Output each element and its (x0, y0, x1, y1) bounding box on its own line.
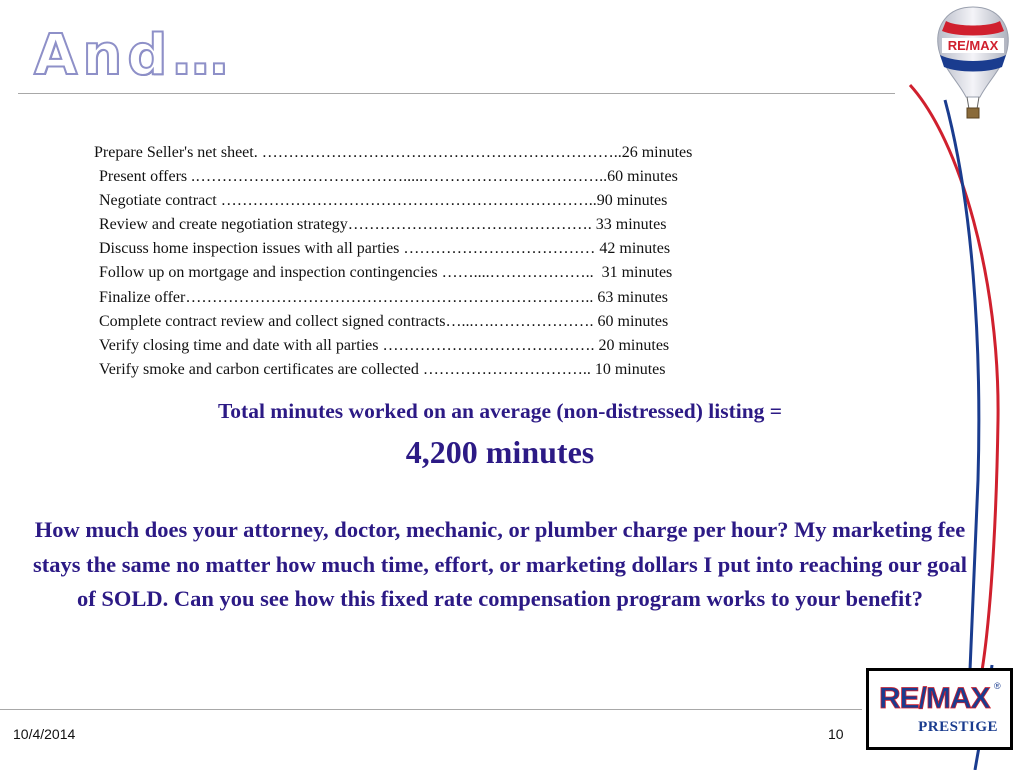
task-line: Follow up on mortgage and inspection contingencies ……....……………….. 31 minutes (99, 264, 673, 282)
task-line: Discuss home inspection issues with all parties ……………………………… 42 minutes (99, 240, 671, 258)
task-line: Negotiate contract ……………………………………………………………..90 minutes (99, 192, 668, 210)
fee-question-paragraph: How much does your attorney, doctor, mechanic, or plumber charge per hour? My marketing fee stays the same no matter how much time, effort, or marketing dollars I put into reaching our goal of SOLD. Can you see how this fixed rate compensation program works to your benefit? (33, 517, 967, 611)
footer-date: 10/4/2014 (13, 726, 76, 742)
remax-prestige-logo (866, 668, 1013, 750)
total-minutes-value: 4,200 minutes (405, 434, 595, 470)
title-divider (18, 93, 895, 94)
task-line: Verify closing time and date with all parties …………………………………. 20 minutes (99, 336, 670, 354)
balloon-logo-text: RE/MAX (947, 38, 999, 53)
logo-brand-text: RE/MAX (879, 682, 990, 715)
task-line: Complete contract review and collect signed contracts…...….………………. 60 minutes (99, 312, 669, 330)
task-line: Verify smoke and carbon certificates are collected ………………………….. 10 minutes (99, 360, 666, 378)
registered-mark: ® (994, 681, 1001, 691)
task-list (94, 141, 834, 382)
task-line: Finalize offer………………………………………………………………….. 63 minutes (99, 288, 668, 306)
slide-title: And… (34, 23, 234, 88)
task-line: Present offers .………………………………….....……………………………..60 minutes (99, 168, 678, 186)
logo-office-text: PRESTIGE (918, 719, 998, 735)
decorative-swoosh-lines (880, 80, 1024, 770)
page-number: 10 (828, 726, 844, 742)
total-minutes-label: Total minutes worked on an average (non-distressed) listing = (217, 399, 783, 423)
task-line: Review and create negotiation strategy………………………………………. 33 minutes (99, 216, 667, 234)
task-line: Prepare Seller's net sheet. …………………………………………………………..26 minutes (94, 144, 693, 161)
footer-divider (0, 709, 862, 710)
